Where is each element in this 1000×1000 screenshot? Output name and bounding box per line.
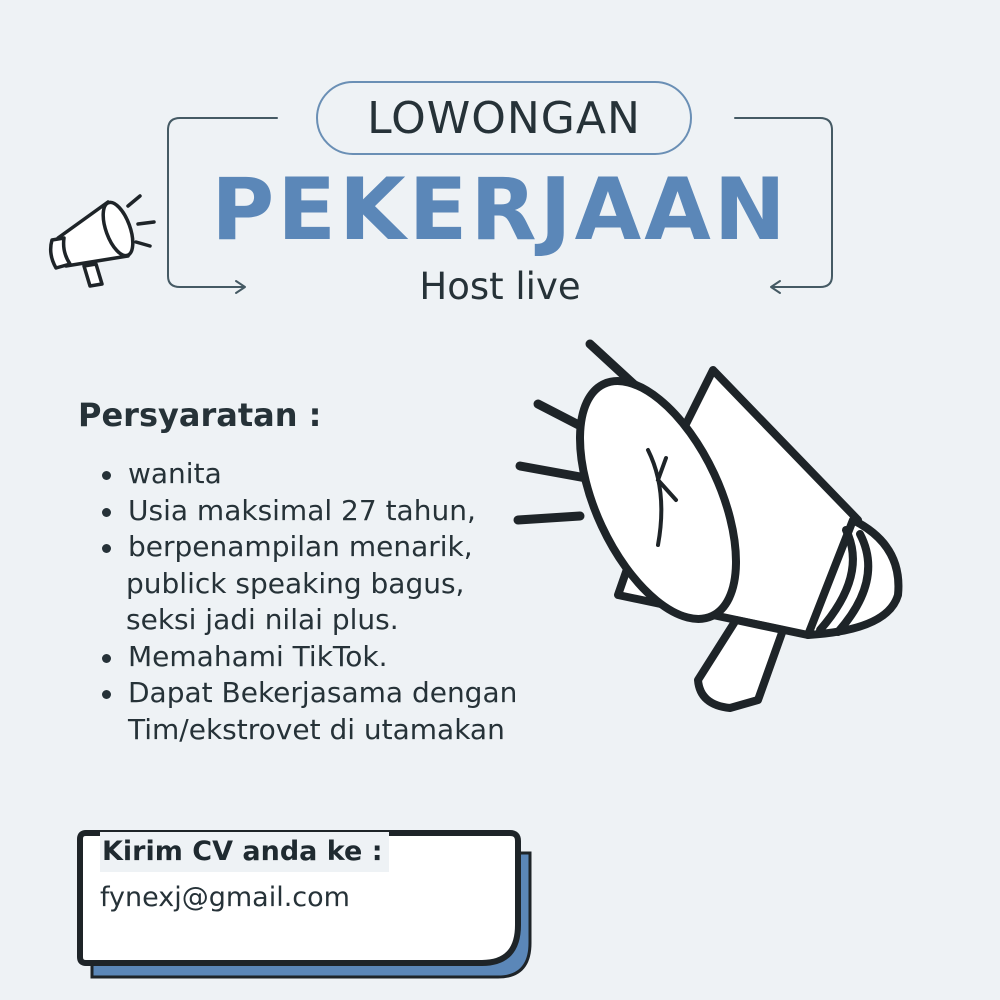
- list-item: [100, 456, 600, 493]
- requirements-heading: Persyaratan :: [78, 396, 322, 434]
- list-item-text: publick speaking bagus,: [126, 566, 465, 600]
- list-item-text: Dapat Bekerjasama dengan: [128, 676, 518, 709]
- headline: PEKERJAAN: [211, 160, 789, 260]
- contact-heading: Kirim CV anda ke :: [100, 832, 389, 872]
- list-item: [100, 493, 600, 530]
- list-item-text: Memahami TikTok.: [128, 639, 388, 673]
- list-item-text: seksi jadi nilai plus.: [126, 603, 399, 636]
- requirements-list: [100, 456, 600, 748]
- list-item-text: Tim/ekstrovet di utamakan: [128, 712, 505, 746]
- contact-email: fynexj@gmail.com: [100, 882, 350, 913]
- title-pill: [316, 81, 692, 155]
- pill-text: LOWONGAN: [367, 92, 641, 144]
- list-item-text: Usia maksimal 27 tahun,: [128, 493, 476, 527]
- list-item-text: berpenampilan menarik,: [128, 530, 473, 563]
- list-item: [100, 639, 600, 676]
- subtitle: Host live: [419, 265, 581, 308]
- list-item-text: wanita: [128, 457, 222, 490]
- list-item: [100, 529, 600, 639]
- list-item: [100, 675, 600, 748]
